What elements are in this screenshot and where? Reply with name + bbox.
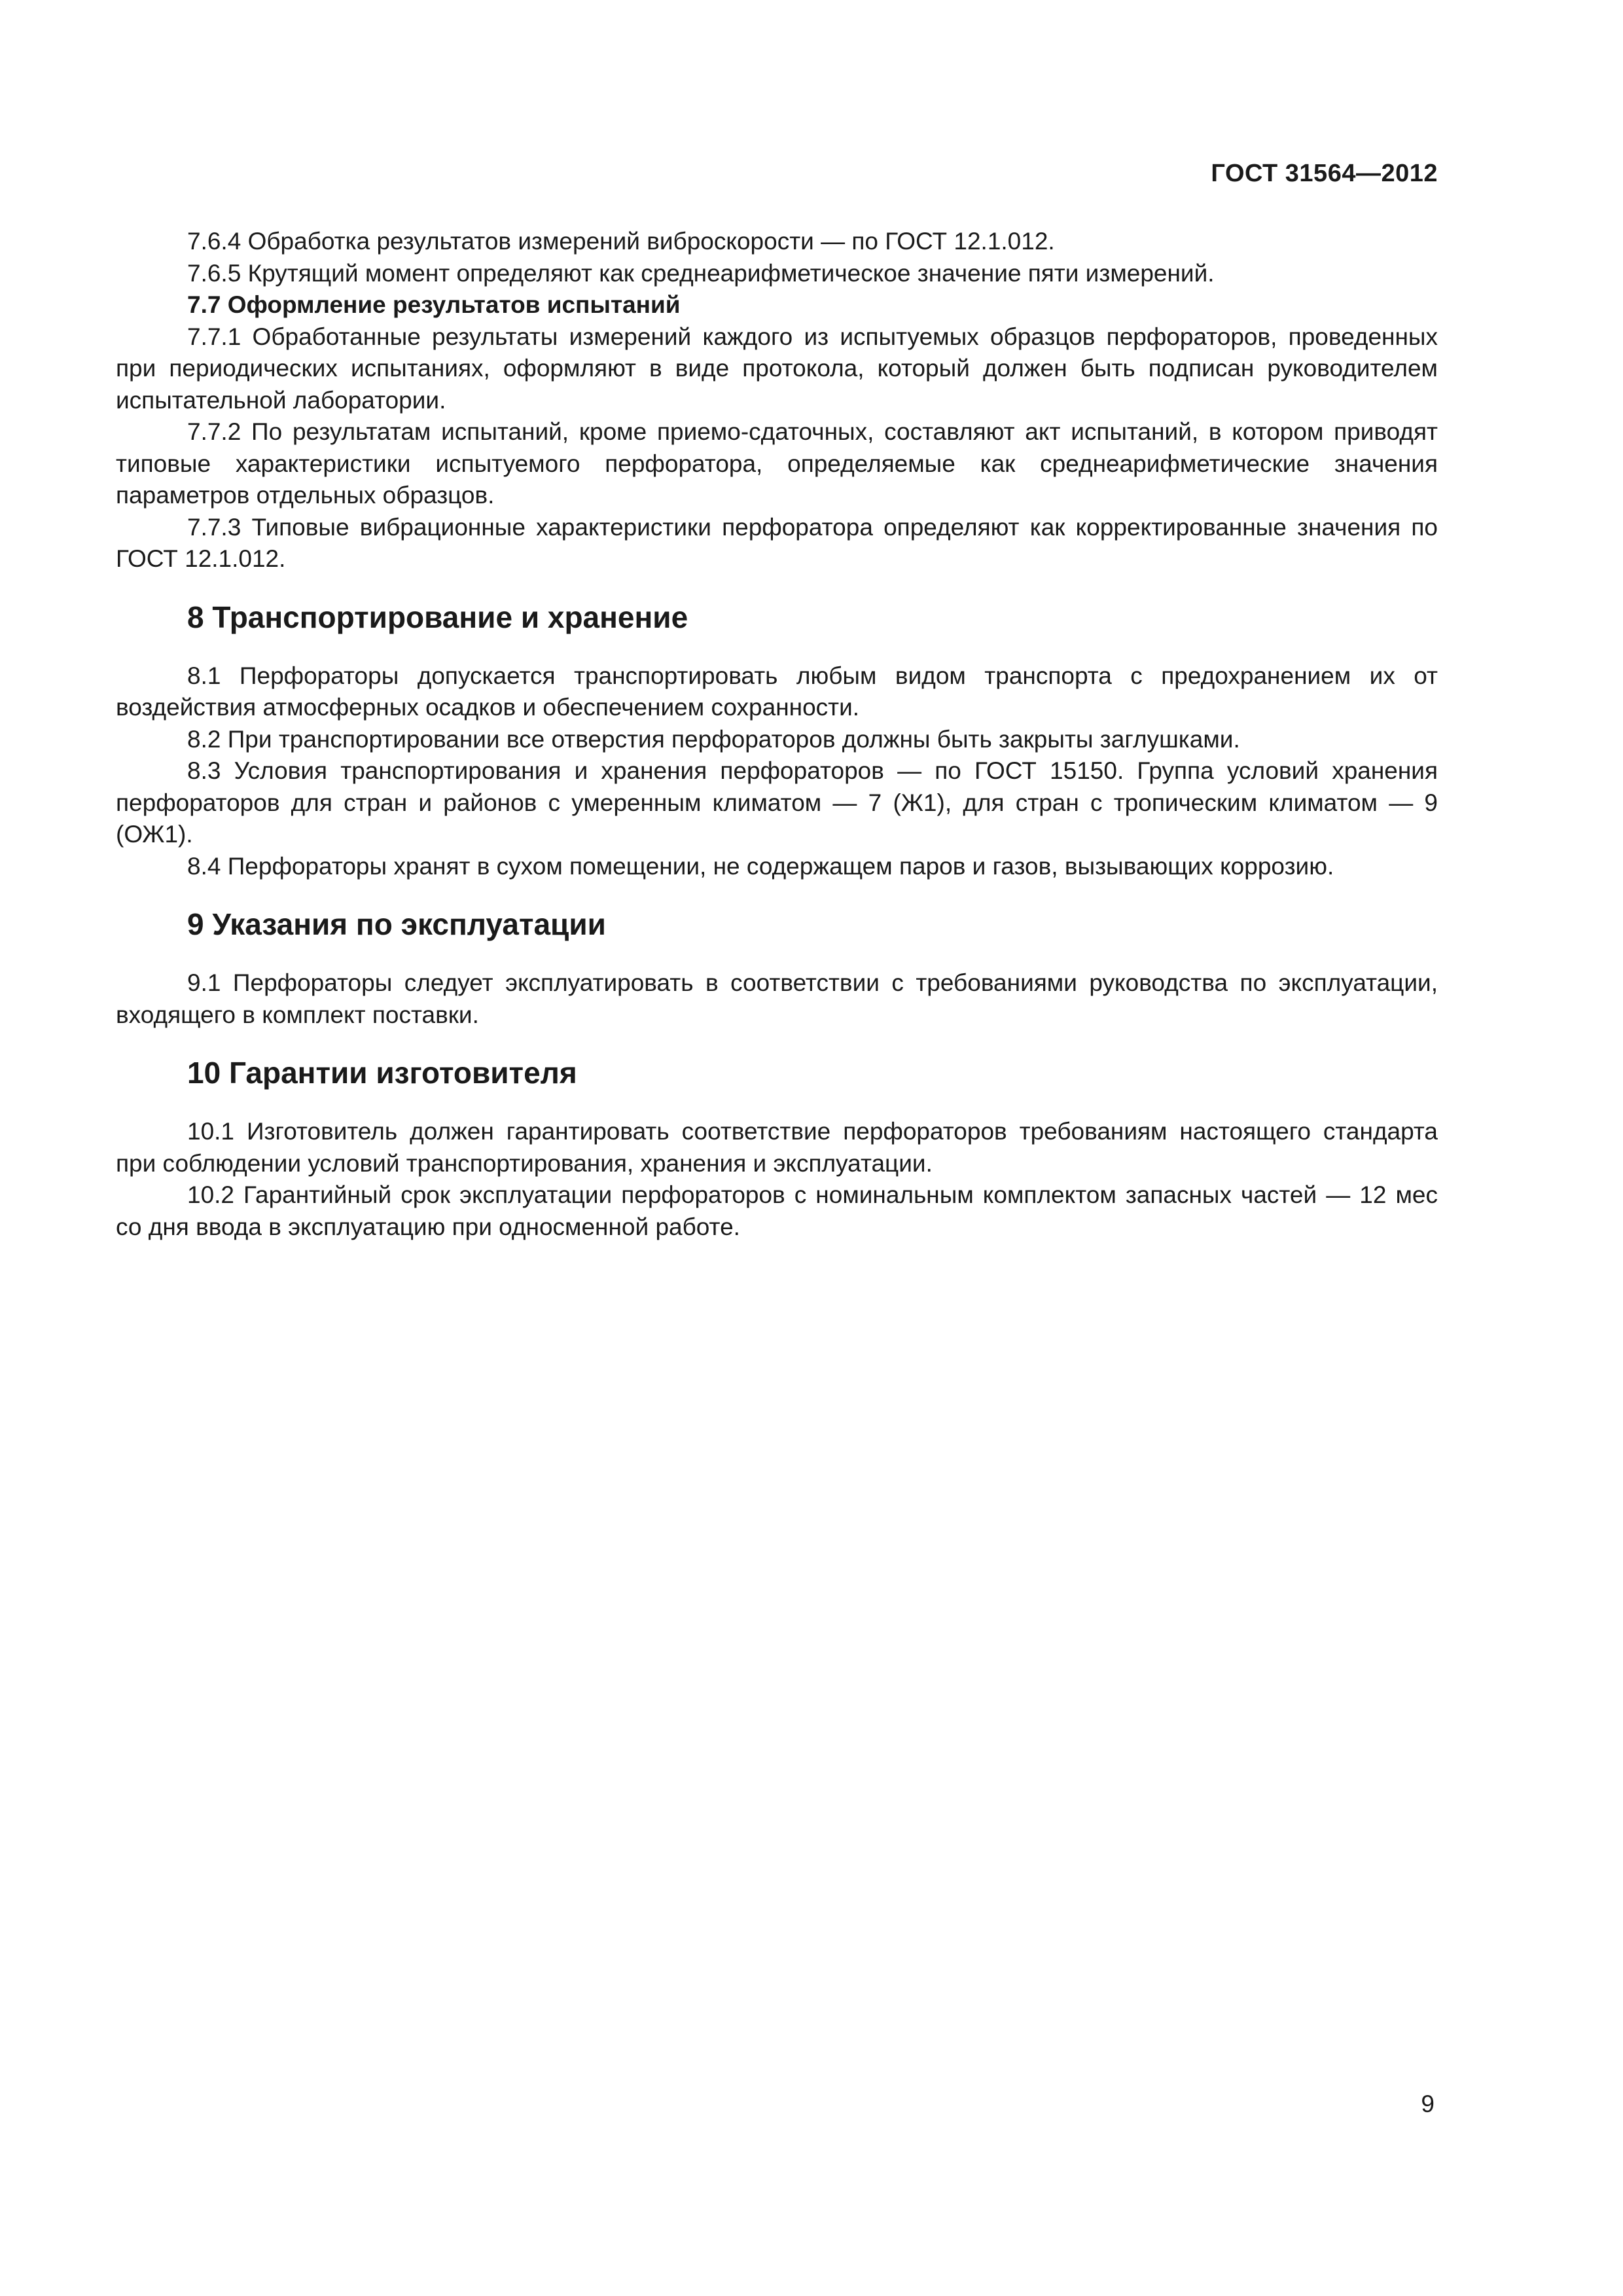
paragraph-9-1: 9.1 Перфораторы следует эксплуатировать в соответствии с требованиями руководства по эксплуатации, входящего в комплект поставки. — [116, 969, 1438, 1028]
subsection-heading-7-7: 7.7 Оформление результатов испытаний — [187, 291, 681, 318]
paragraph-8-1: 8.1 Перфораторы допускается транспортировать любым видом транспорта с предохранением их от воздействия атмосферных осадков и обеспечением сохранности. — [116, 662, 1438, 721]
paragraph-10-2: 10.2 Гарантийный срок эксплуатации перфораторов с номинальным комплектом запасных частей — 12 мес со дня ввода в эксплуатацию при односменной работе. — [116, 1181, 1438, 1240]
paragraph-7-7-2: 7.7.2 По результатам испытаний, кроме приемо-сдаточных, составляют акт испытаний, в котором приводят типовые характеристики испытуемого перфоратора, определяемые как среднеарифметические значения параметров отдельных образцов. — [116, 418, 1438, 509]
paragraph-7-6-4: 7.6.4 Обработка результатов измерений виброскорости — по ГОСТ 12.1.012. — [187, 228, 1055, 255]
paragraph-7-7-3: 7.7.3 Типовые вибрационные характеристики перфоратора определяют как корректированные значения по ГОСТ 12.1.012. — [116, 513, 1438, 572]
paragraph-10-1: 10.1 Изготовитель должен гарантировать соответствие перфораторов требованиям настоящего стандарта при соблюдении условий транспортирования, хранения и эксплуатации. — [116, 1118, 1438, 1177]
section-heading-9: 9 Указания по эксплуатации — [187, 907, 606, 941]
paragraph-8-4: 8.4 Перфораторы хранят в сухом помещении, не содержащем паров и газов, вызывающих коррозию. — [187, 852, 1334, 880]
paragraph-7-6-5: 7.6.5 Крутящий момент определяют как среднеарифметическое значение пяти измерений. — [187, 259, 1215, 287]
page-body — [116, 226, 1438, 1243]
paragraph-7-7-1: 7.7.1 Обработанные результаты измерений каждого из испытуемых образцов перфораторов, проведенных при периодических испытаниях, оформляют в виде протокола, который должен быть подписан руководителем испытательной лаборатории. — [116, 323, 1438, 414]
section-heading-8: 8 Транспортирование и хранение — [187, 600, 688, 634]
page-number: 9 — [1421, 2090, 1435, 2117]
paragraph-8-3: 8.3 Условия транспортирования и хранения перфораторов — по ГОСТ 15150. Группа условий хранения перфораторов для стран и районов с умеренным климатом — 7 (Ж1), для стран с тропическим климатом — 9 (ОЖ1). — [116, 757, 1438, 848]
document-code: ГОСТ 31564—2012 — [1211, 160, 1438, 187]
section-heading-10: 10 Гарантии изготовителя — [187, 1056, 577, 1090]
paragraph-8-2: 8.2 При транспортировании все отверстия перфораторов должны быть закрыты заглушками. — [187, 725, 1240, 753]
